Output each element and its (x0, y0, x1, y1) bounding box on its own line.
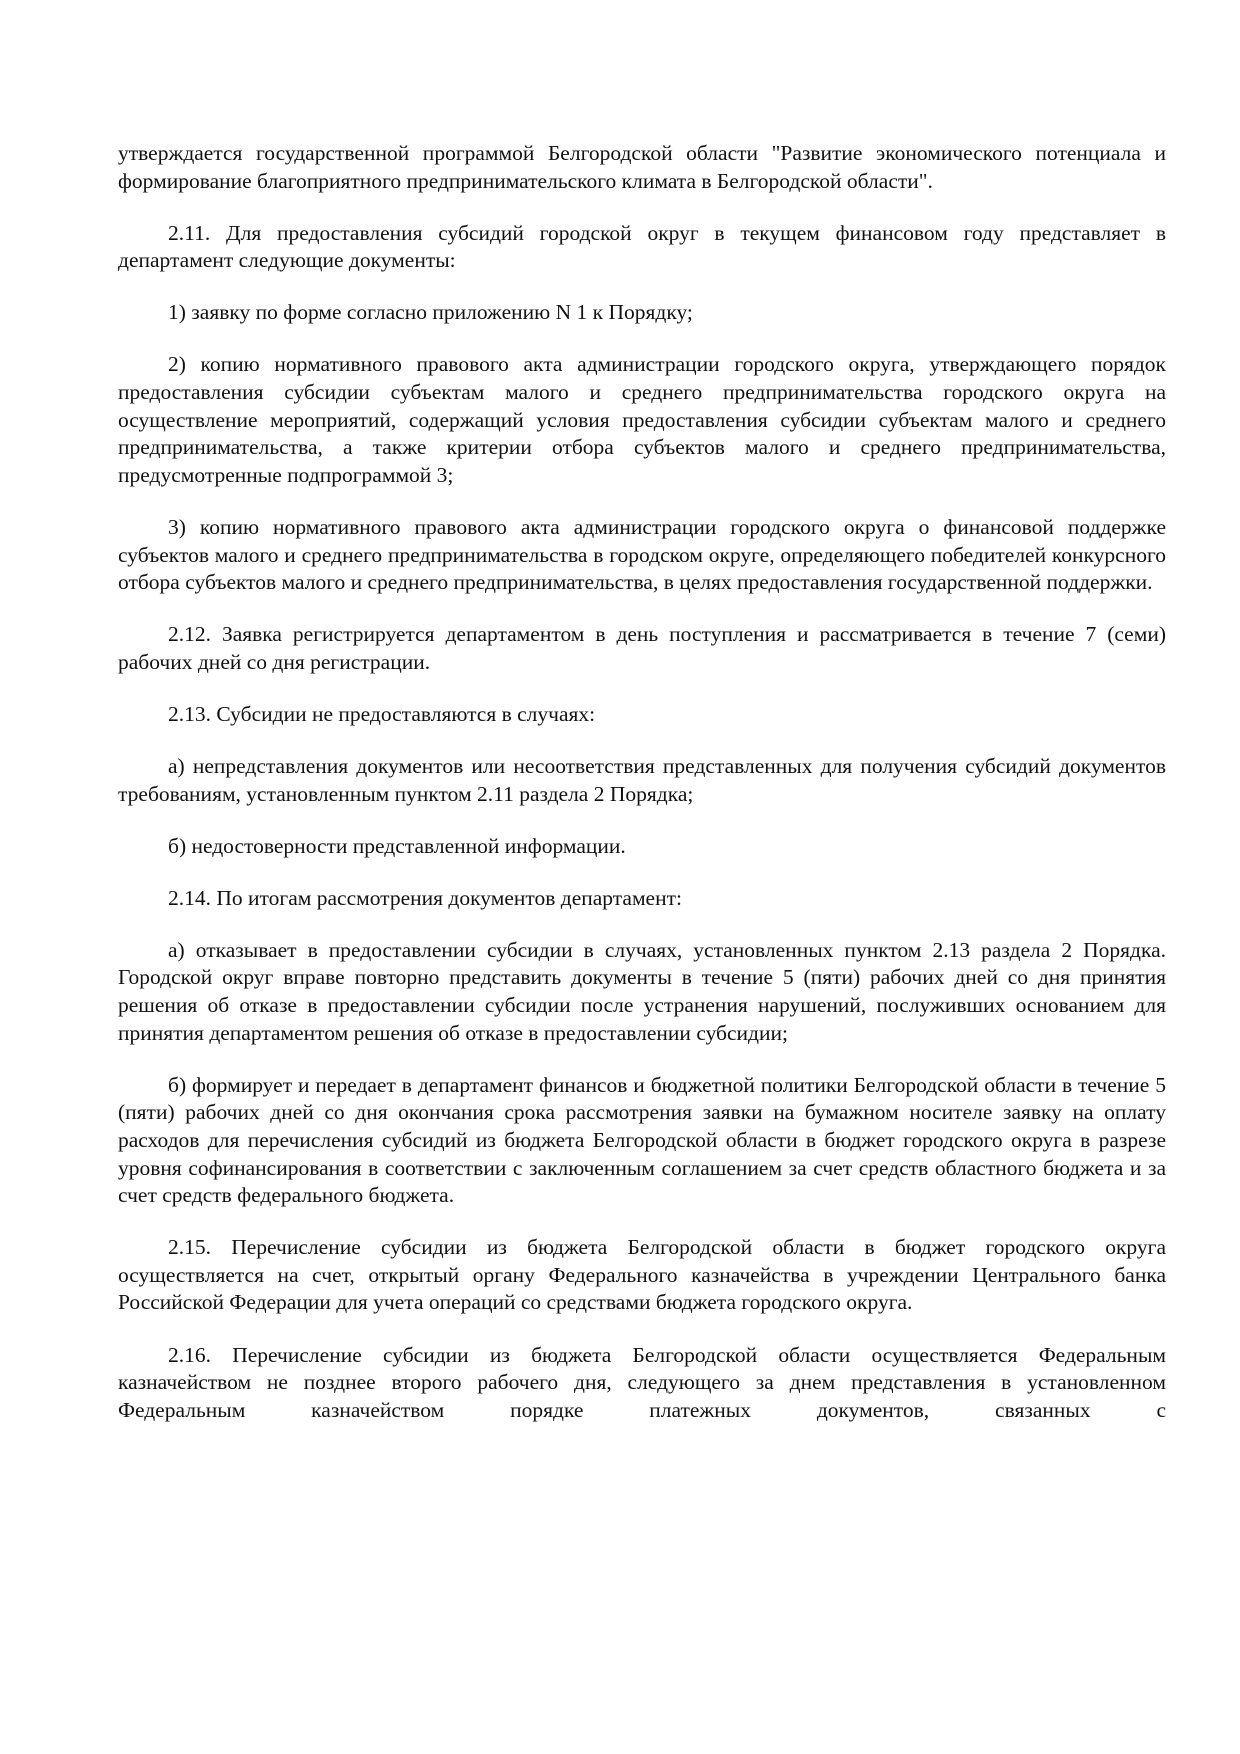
paragraph-2-13: 2.13. Субсидии не предоставляются в случаях: (168, 701, 596, 726)
paragraph-2-16: 2.16. Перечисление субсидии из бюджета Белгородской области осуществляется Федеральным казначейством не позднее второго рабочего дня, следующего за днем представления в установленном Федеральным казначейством порядке платежных документов, связанных с (118, 1342, 1166, 1422)
paragraph-2-11-item-1: 1) заявку по форме согласно приложению N 1 к Порядку; (168, 300, 693, 325)
paragraph-2-14: 2.14. По итогам рассмотрения документов департамент: (168, 885, 682, 910)
paragraph-2-11: 2.11. Для предоставления субсидий городской округ в текущем финансовом году представляет в департамент следующие документы: (118, 220, 1166, 273)
document-page (118, 140, 1166, 1449)
paragraph-2-14-a: а) отказывает в предоставлении субсидии в случаях, установленных пунктом 2.13 раздела 2 Порядка. Городской округ вправе повторно представить документы в течение 5 (пяти) рабочих дней со дня принятия решения об отказе в предоставлении субсидии после устранения нарушений, послуживших основанием для принятия департаментом решения об отказе в предоставлении субсидии; (118, 937, 1166, 1045)
paragraph-2-13-b: б) недостоверности представленной информации. (168, 833, 626, 858)
paragraph-2-15: 2.15. Перечисление субсидии из бюджета Белгородской области в бюджет городского округа осуществляется на счет, открытый органу Федерального казначейства в учреждении Центрального банка Российской Федерации для учета операций со средствами бюджета городского округа. (118, 1235, 1166, 1315)
paragraph-continuation: утверждается государственной программой Белгородской области "Развитие экономического потенциала и формирование благоприятного предпринимательского климата в Белгородской области". (118, 141, 1166, 193)
paragraph-2-11-item-2: 2) копию нормативного правового акта администрации городского округа, утверждающего порядок предоставления субсидии субъектам малого и среднего предпринимательства городского округа на осуществление мероприятий, содержащий условия предоставления субсидии субъектам малого и среднего предпринимательства, а также критерии отбора субъектов малого и среднего предпринимательства, предусмотренные подпрограммой 3; (118, 352, 1166, 487)
paragraph-2-13-a: а) непредставления документов или несоответствия представленных для получения субсидий документов требованиям, установленным пунктом 2.11 раздела 2 Порядка; (118, 754, 1166, 806)
paragraph-2-12: 2.12. Заявка регистрируется департаментом в день поступления и рассматривается в течение 7 (семи) рабочих дней со дня регистрации. (118, 622, 1166, 674)
paragraph-2-14-b: б) формирует и передает в департамент финансов и бюджетной политики Белгородской области в течение 5 (пяти) рабочих дней со дня окончания срока рассмотрения заявки на бумажном носителе заявку на оплату расходов для перечисления субсидий из бюджета Белгородской области в бюджет городского округа в разрезе уровня софинансирования в соответствии с заключенным соглашением за счет средств областного бюджета и за счет средств федерального бюджета. (118, 1072, 1166, 1208)
paragraph-2-11-item-3: 3) копию нормативного правового акта администрации городского округа о финансовой поддержке субъектов малого и среднего предпринимательства в городском округе, определяющего победителей конкурсного отбора субъектов малого и среднего предпринимательства, в целях предоставления государственной поддержки. (118, 514, 1166, 595)
